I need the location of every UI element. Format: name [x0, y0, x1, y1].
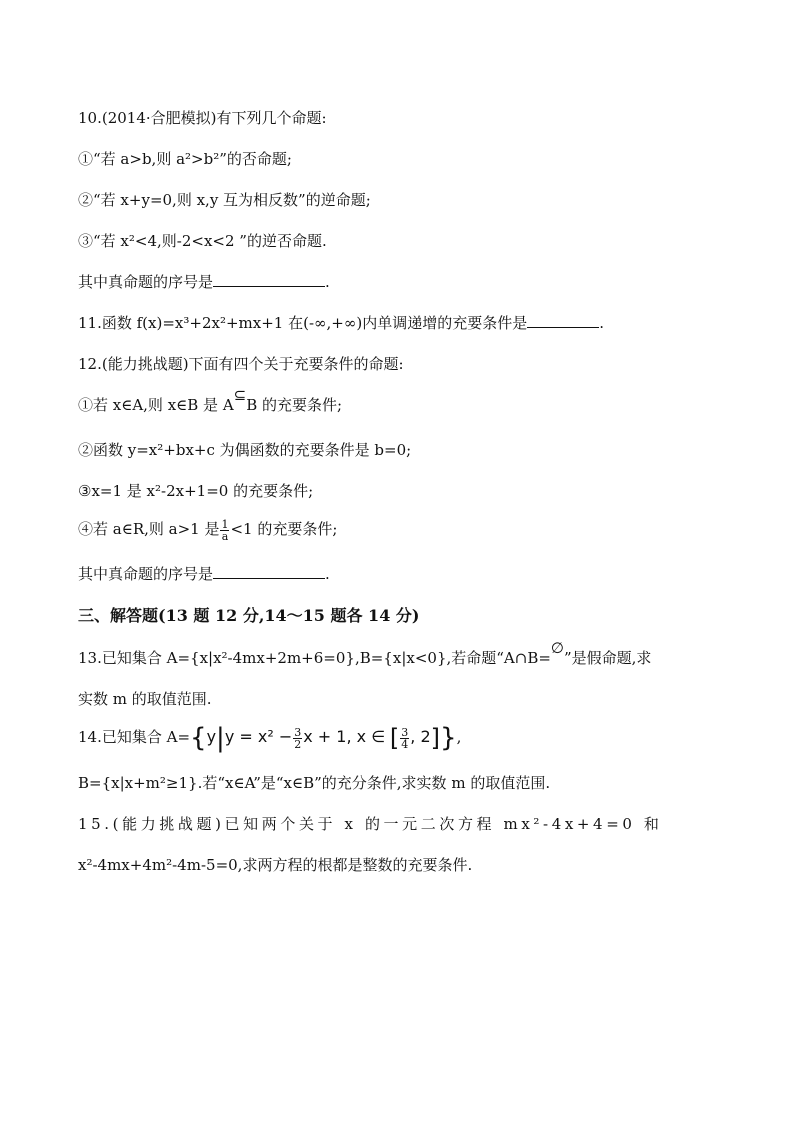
empty-set-symbol: ∅: [550, 639, 564, 657]
q13-line-2: 实数 m 的取值范围.: [78, 690, 212, 708]
q11-line: [78, 312, 604, 334]
q10-answer-blank[interactable]: [213, 272, 325, 287]
left-bracket-icon: [: [389, 724, 400, 752]
q10-answer-line: [78, 271, 330, 293]
q12-item-1-a: ①若 x∈A,则 x∈B 是 A: [78, 396, 234, 414]
q12-title: 12.(能力挑战题)下面有四个关于充要条件的命题:: [78, 355, 404, 373]
q14-line-1: [78, 723, 462, 753]
q12-item-1-b: B 的充要条件;: [246, 396, 343, 414]
q15-line-2: x²-4mx+4m²-4m-5=0,求两方程的根都是整数的充要条件.: [78, 856, 473, 874]
q10-item-2: ②“若 x+y=0,则 x,y 互为相反数”的逆命题;: [78, 191, 371, 209]
q12-item-1: [78, 386, 343, 416]
q14-line-2: B={x|x+m²≥1}.若“x∈A”是“x∈B”的充分条件,求实数 m 的取值范围.: [78, 774, 551, 792]
q10-title: 10.(2014·合肥模拟)有下列几个命题:: [78, 109, 327, 127]
q12-item-4: [78, 518, 337, 542]
q14-expr-a: y = x² −: [224, 727, 293, 746]
fraction-1-over-a: $\frac{1}{a}$: [221, 517, 229, 543]
q13-line-1: [78, 639, 652, 669]
q11-suffix: .: [599, 314, 604, 332]
q12-item-4-b: <1 的充要条件;: [230, 520, 338, 538]
left-brace-icon: {: [190, 723, 207, 753]
q10-answer-suffix: .: [325, 273, 330, 291]
right-brace-icon: }: [440, 723, 457, 753]
q11-answer-blank[interactable]: [527, 313, 599, 328]
q12-item-2: ②函数 y=x²+bx+c 为偶函数的充要条件是 b=0;: [78, 441, 412, 459]
q10-item-1: ①“若 a>b,则 a²>b²”的否命题;: [78, 150, 292, 168]
q14-set-var: y: [206, 727, 217, 746]
subset-symbol: ⊆: [233, 386, 247, 404]
q10-answer-prefix: 其中真命题的序号是: [78, 273, 214, 291]
q13-line-1-b: ”是假命题,求: [564, 649, 652, 667]
q12-answer-suffix: .: [325, 565, 330, 583]
q15-line-1: 15.(能力挑战题)已知两个关于 x 的一元二次方程 mx²-4x+4=0 和: [78, 815, 663, 833]
q12-answer-blank[interactable]: [213, 564, 325, 579]
q13-line-1-a: 13.已知集合 A={x|x²-4mx+2m+6=0},B={x|x<0},若命题“A∩B=: [78, 649, 551, 667]
bar-icon: |: [216, 723, 225, 753]
q14-prefix: 14.已知集合 A=: [78, 728, 191, 746]
q12-answer-line: [78, 563, 330, 585]
q14-line-1-suffix: ,: [456, 728, 462, 746]
q14-expr-c: , 2: [410, 727, 431, 746]
q12-answer-prefix: 其中真命题的序号是: [78, 565, 214, 583]
fraction-3-over-4: $\frac{3}{4}$: [401, 725, 409, 751]
q11-prefix: 11.函数 f(x)=x³+2x²+mx+1 在(-∞,+∞)内单调递增的充要条件是: [78, 314, 528, 332]
q12-item-3: ③x=1 是 x²-2x+1=0 的充要条件;: [78, 482, 314, 500]
section-heading: 三、解答题(13 题 12 分,14～15 题各 14 分): [78, 606, 420, 625]
q10-item-3: ③“若 x²<4,则-2<x<2 ”的逆否命题.: [78, 232, 327, 250]
fraction-3-over-2: $\frac{3}{2}$: [294, 725, 302, 751]
q14-expr-b: x + 1, x ∈: [303, 727, 386, 746]
q12-item-4-a: ④若 a∈R,则 a>1 是: [78, 520, 220, 538]
right-bracket-icon: ]: [430, 724, 441, 752]
